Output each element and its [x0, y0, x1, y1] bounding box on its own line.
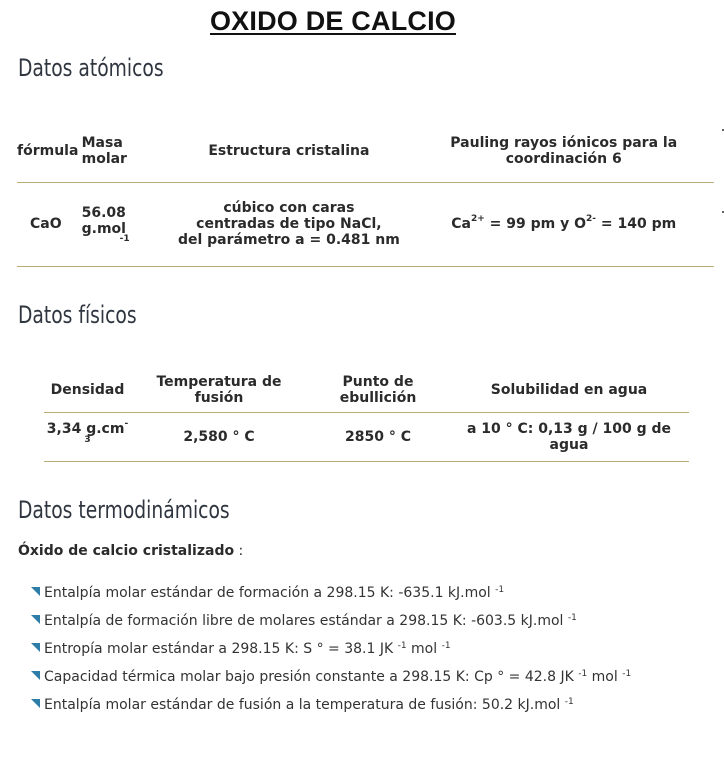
table-header-row — [44, 369, 689, 412]
formula-cell: CaO — [30, 216, 62, 232]
property-exponent-2: -1 — [441, 641, 451, 651]
list-item — [31, 667, 631, 695]
table-header-row — [17, 120, 714, 182]
property-text-2: mol — [587, 669, 618, 685]
thermodynamic-data-heading: Datos termodinámicos — [18, 496, 230, 524]
col-water-solubility: Solubilidad en agua — [490, 382, 648, 399]
table-row — [17, 182, 714, 266]
structure-line-2: del parámetro a = 0.481 nm — [177, 232, 400, 248]
molar-mass-cell — [82, 182, 165, 266]
list-item — [31, 639, 631, 667]
col-molar-mass: Masa molar — [81, 134, 127, 167]
atomic-data-heading: Datos atómicos — [18, 54, 164, 82]
ion-calcium-charge: 2+ — [470, 214, 485, 224]
crystallized-oxide-label — [18, 543, 243, 559]
thermodynamic-properties-list — [31, 583, 631, 723]
ion-calcium-value: = 99 pm y O — [484, 216, 586, 232]
density-cell — [44, 412, 131, 461]
list-item — [31, 695, 631, 723]
density-value: 3,34 g.cm — [46, 420, 125, 437]
table-row — [44, 412, 689, 461]
structure-line-1: cúbico con caras centradas de tipo NaCl, — [196, 200, 382, 232]
physical-data-table — [44, 369, 689, 462]
density-exponent: -3 — [84, 418, 129, 445]
atomic-data-table — [17, 120, 714, 267]
col-boiling-point: Punto de ebullición — [339, 374, 417, 407]
col-pauling-radii: Pauling rayos iónicos para la coordinación 6 — [450, 134, 678, 167]
crystal-structure-cell — [164, 182, 413, 266]
property-text: Capacidad térmica molar bajo presión constante a 298.15 K: Cp ° = 42.8 JK — [44, 669, 574, 685]
property-text: Entalpía molar estándar de fusión a la temperatura de fusión: 50.2 kJ.mol — [44, 697, 561, 713]
ion-oxygen-charge: 2- — [586, 214, 596, 224]
physical-data-heading: Datos físicos — [18, 301, 137, 329]
crystallized-oxide-label-bold: Óxido de calcio cristalizado — [18, 543, 235, 559]
col-density: Densidad — [50, 382, 125, 399]
property-exponent: -1 — [564, 697, 574, 707]
ion-oxygen-value: = 140 pm — [596, 216, 677, 232]
molar-mass-unit: g.mol — [81, 220, 126, 237]
property-exponent: -1 — [397, 641, 407, 651]
property-text-2: mol — [406, 641, 438, 657]
pauling-radii-cell — [413, 182, 714, 266]
property-exponent: -1 — [567, 613, 577, 623]
property-exponent: -1 — [495, 585, 505, 595]
col-formula: fórmula — [17, 142, 79, 159]
list-item — [31, 611, 631, 639]
triangle-bullet-icon — [31, 615, 40, 624]
col-melting-point: Temperatura de fusión — [156, 374, 282, 407]
crystallized-oxide-label-suffix: : — [234, 543, 244, 559]
triangle-bullet-icon — [31, 643, 40, 652]
triangle-bullet-icon — [31, 587, 40, 596]
page-title: OXIDO DE CALCIO — [209, 6, 456, 36]
list-item — [31, 583, 631, 611]
property-text: Entalpía de formación libre de molares estándar a 298.15 K: -603.5 kJ.mol — [44, 613, 564, 629]
boiling-point-cell: 2850 ° C — [345, 428, 411, 445]
property-exponent-2: -1 — [622, 669, 632, 679]
molar-mass-value: 56.08 — [81, 204, 126, 221]
property-text: Entropía molar estándar a 298.15 K: S ° = 38.1 JK — [44, 641, 394, 657]
col-crystal-structure: Estructura cristalina — [208, 142, 370, 159]
water-solubility-cell: a 10 ° C: 0,13 g / 100 g de agua — [466, 420, 672, 453]
melting-point-cell: 2,580 ° C — [183, 428, 255, 445]
property-exponent: -1 — [578, 669, 588, 679]
triangle-bullet-icon — [31, 699, 40, 708]
property-text: Entalpía molar estándar de formación a 298.15 K: -635.1 kJ.mol — [44, 585, 491, 601]
molar-mass-exponent: -1 — [119, 233, 130, 244]
triangle-bullet-icon — [31, 671, 40, 680]
ion-calcium: Ca — [451, 216, 471, 232]
